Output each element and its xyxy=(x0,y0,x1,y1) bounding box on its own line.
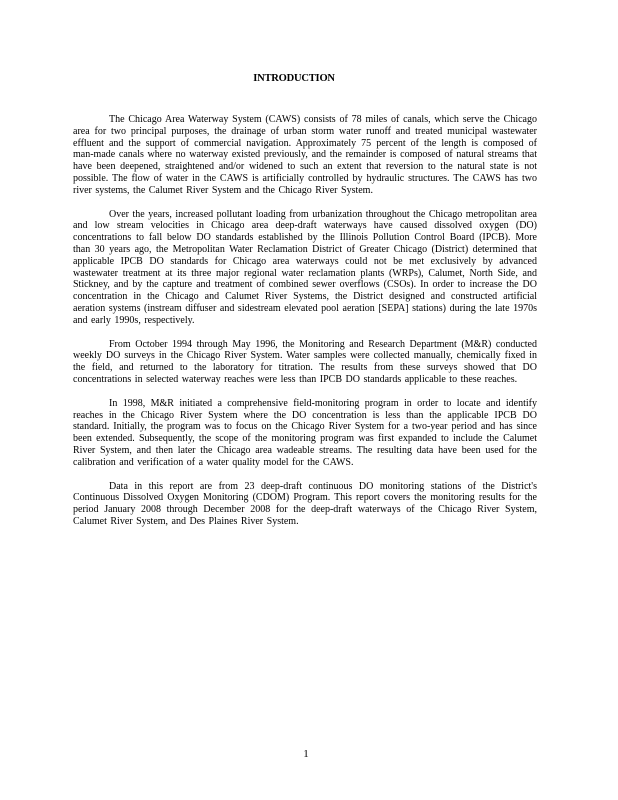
page-title: INTRODUCTION xyxy=(253,73,335,84)
paragraph-dissolved-oxygen-background: Over the years, increased pollutant loading from urbanization throughout the Chicago metropolitan area and low stream velocities in Chicago area deep-draft waterways have caused dissolved oxygen (DO) concentrations to fall below DO standards established by the Illinois Pollution Control Board (IPCB). More than 30 years ago, the Metropolitan Water Reclamation District of Greater Chicago (District) determined that applicable IPCB DO standards for Chicago area waterways could not be met exclusively by advanced wastewater treatment at its three major regional water reclamation plants (WRPs), Calumet, North Side, and Stickney, and by the capture and treatment of combined sewer overflows (CSOs). In order to increase the DO concentration in the Chicago and Calumet River Systems, the District designed and constructed artificial aeration systems (instream diffuser and sidestream elevated pool aeration [SEPA] stations) during the late 1970s and early 1990s, respectively. xyxy=(73,208,537,326)
paragraph-monitoring-program: In 1998, M&R initiated a comprehensive field-monitoring program in order to locate and identify reaches in the Chicago River System where the DO concentration is less than the applicable IPCB DO standard. Initially, the program was to focus on the Chicago River System for a two-year period and has since been extended. Subsequently, the scope of the monitoring program was first expanded to include the Calumet River System, and then later the Chicago area wadeable streams. The resulting data have been used for the calibration and verification of a water quality model for the CAWS. xyxy=(73,397,537,468)
paragraph-do-surveys: From October 1994 through May 1996, the Monitoring and Research Department (M&R) conducted weekly DO surveys in the Chicago River System. Water samples were collected manually, chemically fixed in the field, and returned to the laboratory for titration. The results from these surveys showed that DO concentrations in selected waterway reaches were less than IPCB DO standards applicable to these reaches. xyxy=(73,338,537,385)
page-number: 1 xyxy=(303,748,309,760)
paragraph-report-scope: Data in this report are from 23 deep-draft continuous DO monitoring stations of the District's Continuous Dissolved Oxygen Monitoring (CDOM) Program. This report covers the monitoring results for the period January 2008 through December 2008 for the deep-draft waterways of the Chicago River System, Calumet River System, and Des Plaines River System. xyxy=(73,480,537,527)
paragraph-caws-overview: The Chicago Area Waterway System (CAWS) consists of 78 miles of canals, which serve the Chicago area for two principal purposes, the drainage of urban storm water runoff and treated municipal wastewater effluent and the support of commercial navigation. Approximately 75 percent of the length is composed of man-made canals where no waterway existed previously, and the remainder is composed of natural streams that have been deepened, straightened and/or widened to such an extent that reversion to the natural state is not possible. The flow of water in the CAWS is artificially controlled by hydraulic structures. The CAWS has two river systems, the Calumet River System and the Chicago River System. xyxy=(73,114,537,196)
body-text xyxy=(73,114,537,540)
